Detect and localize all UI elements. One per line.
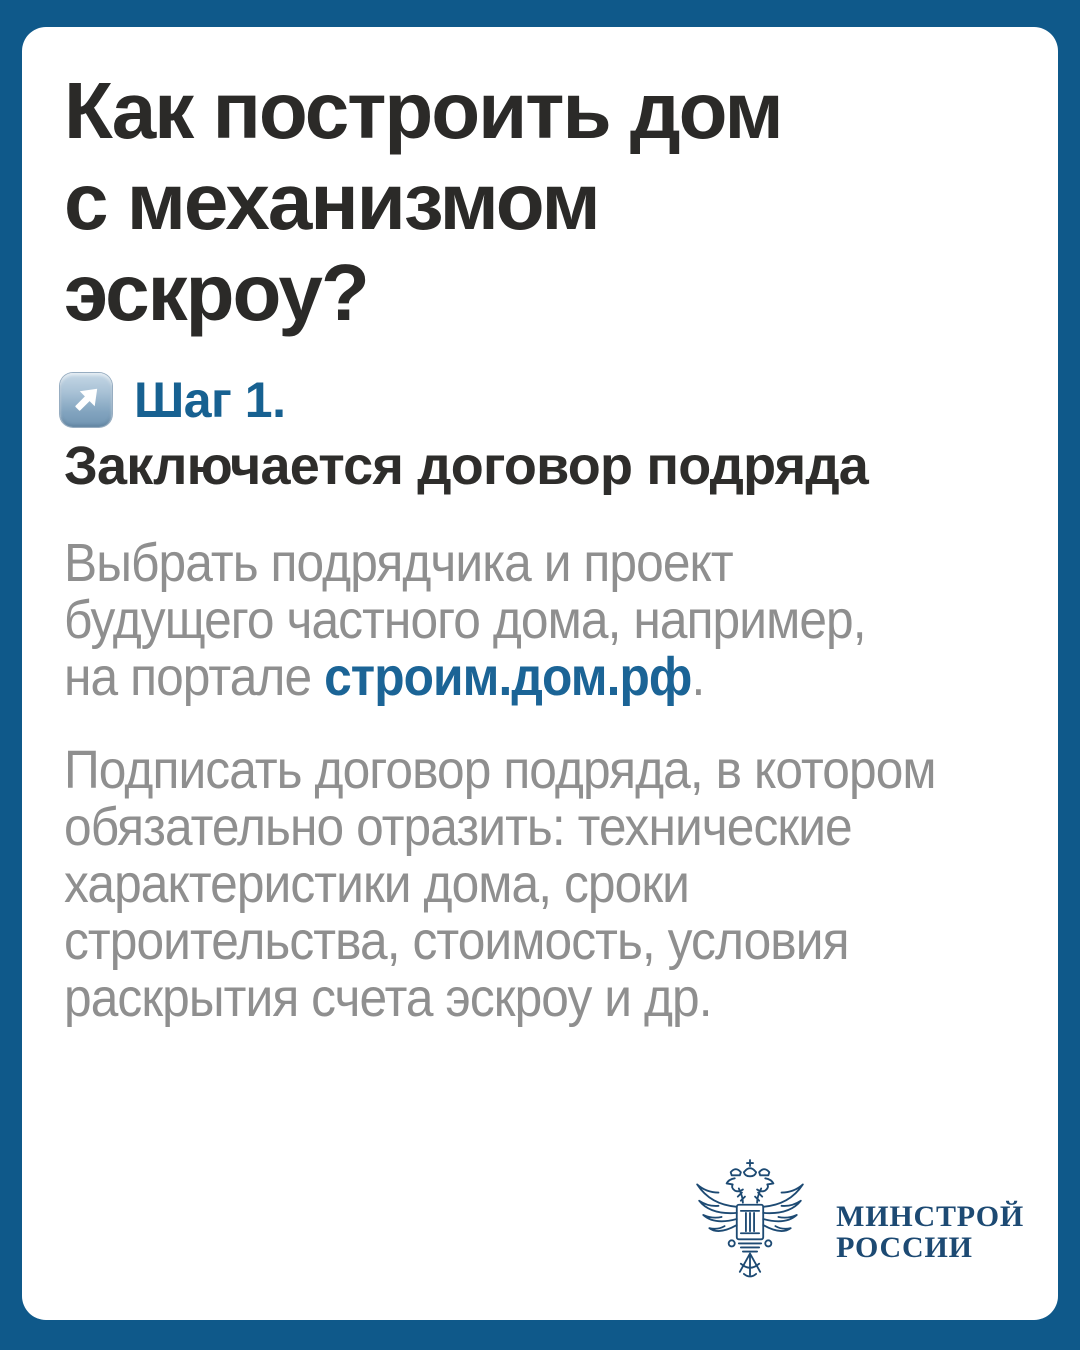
content-card — [22, 27, 1058, 1320]
arrow-up-right-icon — [60, 373, 112, 427]
title-line: Как построить дом — [64, 66, 782, 155]
minstroy-logo — [694, 1158, 1024, 1280]
page-title — [64, 65, 782, 338]
org-name — [836, 1201, 1024, 1263]
paragraph-line: характеристики дома, сроки — [64, 854, 689, 914]
paragraph-line: Выбрать подрядчика и проект — [64, 533, 733, 593]
paragraph-line: будущего частного дома, например, — [64, 590, 866, 650]
step-subtitle: Заключается договор подряда — [64, 436, 869, 496]
portal-link[interactable]: строим.дом.рф — [324, 647, 692, 707]
paragraph-choose-contractor — [64, 535, 935, 706]
step-label: Шаг 1. — [134, 372, 286, 428]
title-line: эскроу? — [64, 248, 368, 337]
org-name-line: РОССИИ — [836, 1231, 973, 1264]
paragraph-line: Подписать договор подряда, в котором — [64, 740, 936, 800]
paragraph-line: строительства, стоимость, условия — [64, 911, 849, 971]
paragraph-sign-contract — [64, 742, 1011, 1027]
title-line: с механизмом — [64, 157, 599, 246]
org-name-line: МИНСТРОЙ — [836, 1200, 1024, 1233]
paragraph-line — [64, 649, 866, 706]
paragraph-line: раскрытия счета эскроу и др. — [64, 968, 712, 1028]
portal-line-prefix: на портале — [64, 647, 325, 707]
minstroy-eagle-emblem-icon — [694, 1158, 806, 1280]
step-header — [60, 373, 285, 427]
paragraph-line: обязательно отразить: технические — [64, 797, 852, 857]
portal-line-suffix: . — [691, 647, 705, 707]
